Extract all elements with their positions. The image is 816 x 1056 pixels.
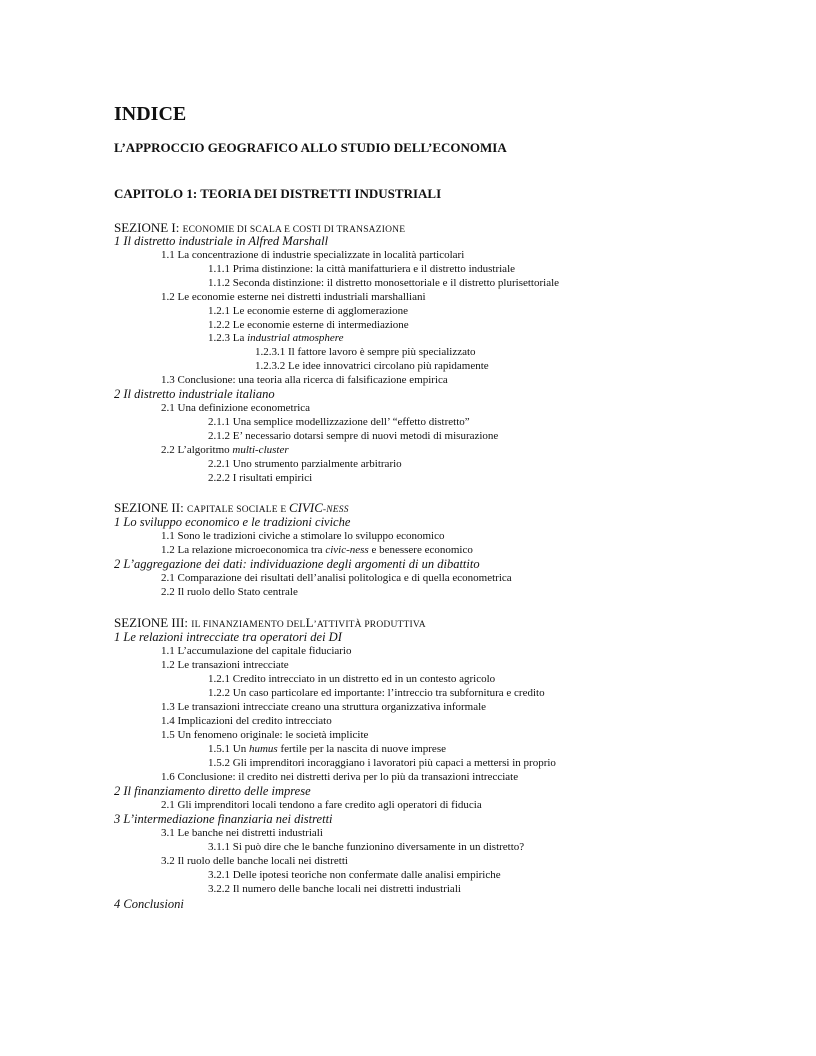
toc-part: 3 L’intermediazione finanziaria nei distretti <box>114 812 333 826</box>
section-2-heading <box>114 500 349 516</box>
section-3-name-suffix: ’ATTIVITÀ PRODUTTIVA <box>313 620 426 630</box>
toc-part: 1 Le relazioni intrecciate tra operatori dei DI <box>114 630 342 644</box>
toc-entry: 3.2 Il ruolo delle banche locali nei distretti <box>161 855 348 867</box>
toc-entry-text: fertile per la nascita di nuove imprese <box>277 743 446 755</box>
toc-part: 1 Il distretto industriale in Alfred Marshall <box>114 234 329 248</box>
toc-entry: 2.1.1 Una semplice modellizzazione dell’ “effetto distretto” <box>208 416 470 428</box>
toc-entry <box>161 444 289 456</box>
toc-entry: 1.2 Le transazioni intrecciate <box>161 659 289 671</box>
toc-entry: 2.1 Una definizione econometrica <box>161 402 311 414</box>
toc-entry <box>161 544 473 556</box>
toc-entry: 1.1 L’accumulazione del capitale fiduciario <box>161 645 352 657</box>
toc-entry-text: 1.2.3 La <box>208 332 248 344</box>
toc-entry: 1.2.2 Le economie esterne di intermediazione <box>208 319 409 331</box>
toc-entry: 3.2.2 Il numero delle banche locali nei distretti industriali <box>208 883 461 895</box>
toc-entry: 2.1.2 E’ necessario dotarsi sempre di nuovi metodi di misurazione <box>208 430 499 442</box>
toc-part: 2 L’aggregazione dei dati: individuazione degli argomenti di un dibattito <box>114 557 480 571</box>
toc-entry: 1.2.3.1 Il fattore lavoro è sempre più specializzato <box>255 346 476 358</box>
section-1-prefix: SEZIONE I: <box>114 220 183 235</box>
toc-entry: 1.5.2 Gli imprenditori incoraggiano i lavoratori più capaci a mettersi in proprio <box>208 757 556 769</box>
section-3-heading <box>114 615 426 631</box>
toc-entry: 2.2.2 I risultati empirici <box>208 472 313 484</box>
toc-entry: 1.1 La concentrazione di industrie specializzate in località particolari <box>161 249 465 261</box>
section-3-name: IL FINANZIAMENTO DEL <box>191 620 306 630</box>
toc-part: 2 Il finanziamento diretto delle imprese <box>114 784 311 798</box>
section-3-prefix: SEZIONE III: <box>114 615 192 630</box>
section-2-name-suffix: -NESS <box>322 505 349 515</box>
chapter-heading: CAPITOLO 1: TEORIA DEI DISTRETTI INDUSTRIALI <box>114 186 442 201</box>
book-subtitle: L’APPROCCIO GEOGRAFICO ALLO STUDIO DELL’ECONOMIA <box>114 140 507 155</box>
toc-entry <box>208 743 446 755</box>
toc-entry-italic: industrial atmosphere <box>247 332 344 344</box>
section-3-name-cap: L <box>305 615 314 630</box>
index-title: INDICE <box>114 103 187 125</box>
toc-entry: 2.1 Gli imprenditori locali tendono a fare credito agli operatori di fiducia <box>161 799 482 811</box>
section-2-prefix: SEZIONE II: <box>114 500 187 515</box>
toc-entry-text: e benessere economico <box>368 544 473 556</box>
toc-part: 2 Il distretto industriale italiano <box>114 387 275 401</box>
toc-entry <box>208 332 344 344</box>
toc-entry: 2.2.1 Uno strumento parzialmente arbitrario <box>208 458 402 470</box>
toc-entry: 1.2.1 Credito intrecciato in un distretto ed in un contesto agricolo <box>208 673 496 685</box>
toc-entry: 1.1.1 Prima distinzione: la città manifatturiera e il distretto industriale <box>208 263 516 275</box>
section-2-name: CAPITALE SOCIALE E <box>186 505 289 515</box>
toc-entry: 3.2.1 Delle ipotesi teoriche non confermate dalle analisi empiriche <box>208 869 501 881</box>
toc-entry-italic: multi-cluster <box>232 444 289 456</box>
toc-entry: 1.4 Implicazioni del credito intrecciato <box>161 715 332 727</box>
toc-entry-italic: humus <box>248 743 278 755</box>
toc-entry-text: 1.2 La relazione microeconomica tra <box>161 544 326 556</box>
toc-entry: 1.2.3.2 Le idee innovatrici circolano più rapidamente <box>255 360 489 372</box>
toc-entry-text: 1.5.1 Un <box>208 743 249 755</box>
toc-entry: 1.3 Le transazioni intrecciate creano una struttura organizzativa informale <box>161 701 487 713</box>
toc-entry-italic: civic-ness <box>325 544 369 556</box>
toc-entry: 1.3 Conclusione: una teoria alla ricerca di falsificazione empirica <box>161 374 448 386</box>
toc-entry: 1.1.2 Seconda distinzione: il distretto monosettoriale e il distretto plurisettoriale <box>208 277 560 289</box>
toc-entry: 1.5 Un fenomeno originale: le società implicite <box>161 729 369 741</box>
toc-entry: 1.6 Conclusione: il credito nei distretti deriva per lo più da transazioni intrecciate <box>161 771 519 783</box>
toc-entry-text: 2.2 L’algoritmo <box>161 444 233 456</box>
section-1-name: ECONOMIE DI SCALA E COSTI DI TRANSAZIONE <box>182 225 406 235</box>
toc-entry: 2.2 Il ruolo dello Stato centrale <box>161 586 298 598</box>
toc-part: 4 Conclusioni <box>114 897 184 911</box>
toc-entry: 1.2.2 Un caso particolare ed importante: l’intreccio tra subfornitura e credito <box>208 687 545 699</box>
toc-entry: 1.1 Sono le tradizioni civiche a stimolare lo sviluppo economico <box>161 530 445 542</box>
section-2-name-italic: CIVIC <box>288 500 323 515</box>
toc-part: 1 Lo sviluppo economico e le tradizioni civiche <box>114 515 351 529</box>
toc-entry: 3.1 Le banche nei distretti industriali <box>161 827 323 839</box>
toc-entry: 3.1.1 Si può dire che le banche funzionino diversamente in un distretto? <box>208 841 525 853</box>
toc-entry: 1.2.1 Le economie esterne di agglomerazione <box>208 305 409 317</box>
toc-entry: 1.2 Le economie esterne nei distretti industriali marshalliani <box>161 291 426 303</box>
toc-entry: 2.1 Comparazione dei risultati dell’analisi politologica e di quella econometrica <box>161 572 512 584</box>
